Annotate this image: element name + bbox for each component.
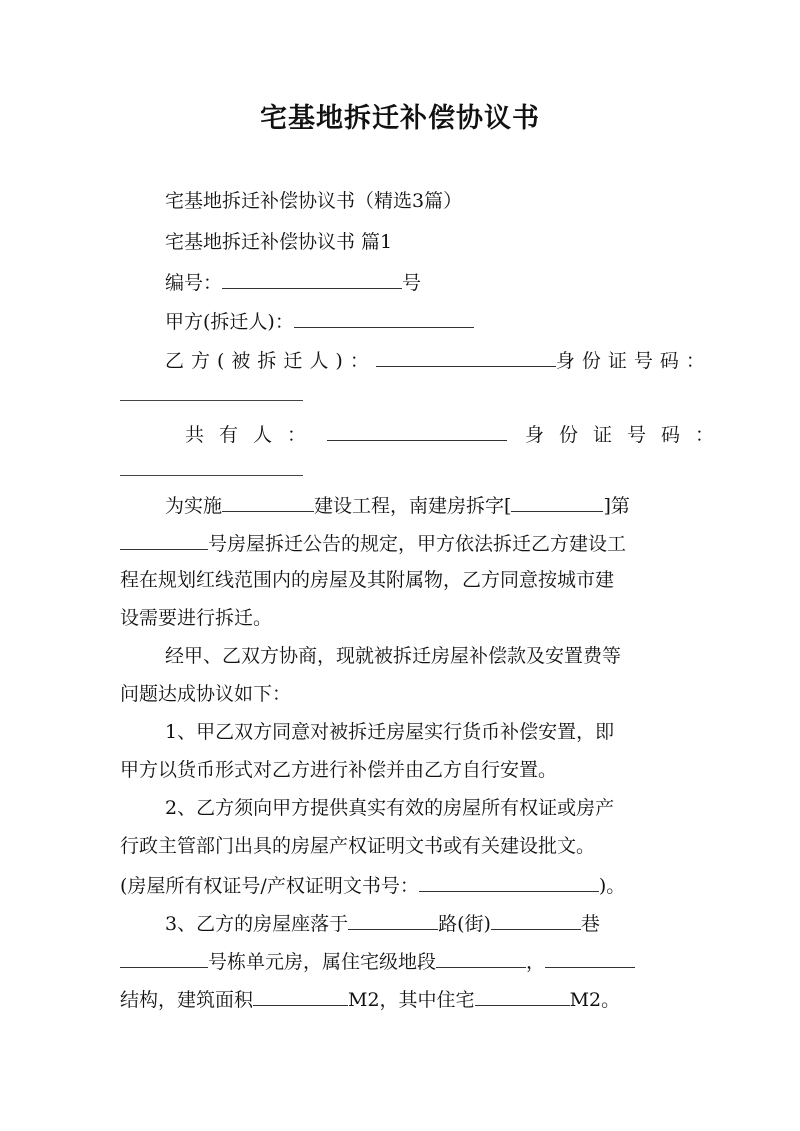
para1-text-d: 号房屋拆迁公告的规定，甲方依法拆迁乙方建设工 <box>208 533 627 555</box>
road-blank <box>348 909 438 930</box>
party-a-label: 甲方(拆迁人)： <box>165 311 294 333</box>
para5-text-a: 3、乙方的房屋座落于 <box>165 913 349 935</box>
para1-text-a: 为实施 <box>165 495 223 517</box>
para5-text-f: 结构，建筑面积 <box>120 989 254 1011</box>
para2-line1: 经甲、乙双方协商，现就被拆迁房屋补偿款及安置费等 <box>165 645 622 667</box>
grade-blank <box>436 947 526 968</box>
permit-blank <box>511 491 603 512</box>
para5-text-d: 号栋单元房，属住宅级地段 <box>208 951 437 973</box>
para1-text-c: ]第 <box>603 495 630 517</box>
para5-line2 <box>120 947 635 975</box>
lane-blank <box>491 909 581 930</box>
area-blank <box>253 985 348 1006</box>
party-b-id-label: 身份证号码： <box>555 350 712 372</box>
number-line <box>165 268 421 296</box>
number-label: 编号： <box>165 272 223 294</box>
party-b-blank <box>376 346 556 367</box>
project-blank <box>222 491 314 512</box>
co-owner-blank <box>327 420 507 441</box>
para5-text-e: ， <box>526 951 546 973</box>
para1-text-b: 建设工程，南建房拆字[ <box>314 495 512 517</box>
co-owner-id-label: 身份证号码： <box>525 424 730 446</box>
para3-line1: 1、甲乙双方同意对被拆迁房屋实行货币补偿安置，即 <box>165 721 615 743</box>
para1-line2 <box>120 529 626 557</box>
residential-area-blank <box>475 985 570 1006</box>
para4-line3 <box>120 871 625 899</box>
para1-line1 <box>165 491 630 519</box>
para4-line1: 2、乙方须向甲方提供真实有效的房屋所有权证或房产 <box>165 797 615 819</box>
para5-text-b: 路(街) <box>438 913 491 935</box>
section-heading: 宅基地拆迁补偿协议书 篇1 <box>165 231 393 253</box>
party-b-id-blank <box>120 400 303 401</box>
structure-blank <box>545 947 635 968</box>
para1-line3: 程在规划红线范围内的房屋及其附属物，乙方同意按城市建 <box>120 569 615 591</box>
party-a-blank <box>294 307 474 328</box>
co-owner-label: 共有人： <box>185 424 322 446</box>
para4-text-d: )。 <box>598 875 626 897</box>
party-b-line <box>165 346 712 374</box>
document-title: 宅基地拆迁补偿协议书 <box>260 103 540 134</box>
para4-line2: 行政主管部门出具的房屋产权证明文书或有关建设批文。 <box>120 835 596 857</box>
para2-line2: 问题达成协议如下： <box>120 683 292 705</box>
para5-line1 <box>165 909 600 937</box>
para5-line3 <box>120 985 620 1013</box>
certificate-number-blank <box>419 871 599 892</box>
subtitle-line: 宅基地拆迁补偿协议书（精选3篇） <box>165 190 463 212</box>
party-b-label: 乙方(被拆迁人)： <box>165 350 376 372</box>
para5-text-h: M2。 <box>569 989 621 1011</box>
party-a-line <box>165 307 474 335</box>
para3-line2: 甲方以货币形式对乙方进行补偿并由乙方自行安置。 <box>120 759 558 781</box>
co-owner-id-blank <box>120 475 303 476</box>
building-blank <box>120 947 208 968</box>
para4-text-c: (房屋所有权证号/产权证明文书号： <box>120 875 419 897</box>
co-owner-line <box>185 420 729 448</box>
notice-number-blank <box>120 529 208 550</box>
para5-text-g: M2，其中住宅 <box>348 989 475 1011</box>
number-blank <box>222 268 402 289</box>
number-suffix: 号 <box>402 272 422 294</box>
para1-line4: 设需要进行拆迁。 <box>120 607 273 629</box>
para5-text-c: 巷 <box>580 913 600 935</box>
